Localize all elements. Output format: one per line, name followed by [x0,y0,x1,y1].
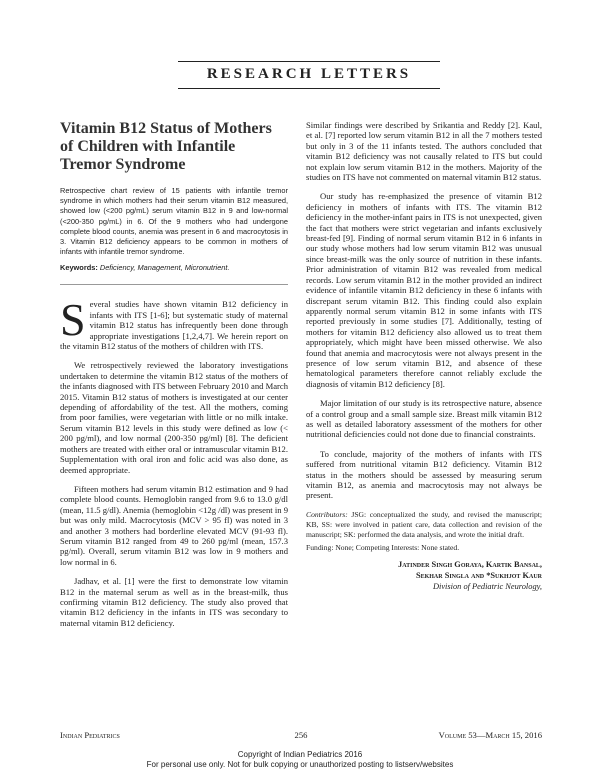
left-column [60,120,288,637]
keywords-value: Deficiency, Management, Micronutrient. [99,263,230,273]
authors [306,559,542,581]
discussion-paragraph: Jadhav, et al. [1] were the first to demonstrate low vitamin B12 in the maternal serum as well as in the breast-milk, thus confirming vitamin B12 deficiency. The study also proved that vitamin B12 deficiency in the infants in ITS was secondary to maternal vitamin B12 deficiency. [60,576,288,628]
limitations-paragraph: Major limitation of our study is its retrospective nature, absence of a control group and a small sample size. Breast milk vitamin B12 as well as detailed laboratory assessment of the mothers for other nutritional deficiencies could not done due to financial constraints. [306,398,542,440]
contributors-label: Contributors: [306,509,348,519]
copyright-line-1: Copyright of Indian Pediatrics 2016 [237,750,363,759]
keywords [60,263,288,272]
article-title: Vitamin B12 Status of Mothers of Children with Infantile Tremor Syndrome [60,120,272,173]
contributors-text: JSG: conceptualized the study, and revised the manuscript; KB, SS: were involved in patient care, data collection and revision of the manuscript; SK: performed the data analysis, and wrote the initial draft. [306,509,542,539]
section-banner [178,61,440,89]
journal-name: Indian Pediatrics [60,730,120,740]
section-banner-label: RESEARCH LETTERS [206,66,412,82]
page-footer [60,730,542,744]
page-number: 256 [294,730,308,740]
intro-text: everal studies have shown vitamin B12 deficiency in infants with ITS [1-6]; but systematic study of maternal vitamin B12 status has infrequently been done through appropriate investigations [1,2,4,7]. We herein report on the vitamin B12 status of the mothers of children with ITS. [60,299,288,352]
conclusion-paragraph: To conclude, majority of the mothers of infants with ITS suffered from nutritional vitamin B12 deficiency. Vitamin B12 status in the mothers should be assessed by measuring serum vitamin B12, as anemia and macrocytosis may not always be present. [306,448,542,501]
authors-line-1: Jatinder Singh Goraya, Kartik Bansal, [398,559,542,569]
affiliation: Division of Pediatric Neurology, [432,581,542,591]
right-column [306,120,542,592]
authors-line-2: Sekhar Singla and *Sukhjot Kaur [415,570,542,580]
literature-paragraph: Similar findings were described by Srikantia and Reddy [2]. Kaul, et al. [7] reported low serum vitamin B12 in all the 7 mothers tested but only in 3 of the 11 infants tested. The authors concluded that vitamin B12 deficiency was not causally related to ITS but could not explain low serum vitamin B12 in the mothers. Majority of the studies on ITS have not commented on maternal vitamin B12 status. [306,120,542,183]
copyright-notice [0,750,600,770]
results-paragraph: Fifteen mothers had serum vitamin B12 estimation and 9 had complete blood counts. Hemoglobin ranged from 9.6 to 13.0 g/dl (mean, 11.5 g/dl). Anemia (hemoglobin <12g /dl) was present in 9 but was only mild. Macrocytosis (MCV > 95 fl) was noted in 3 and another 3 mothers had borderline elevated MCV (91-93 fl). Serum vitamin B12 ranged from 49 to 260 pg/ml (mean, 157.3 pg/ml). Overall, serum vitamin B12 was low in 9 mothers and low normal in 6. [60,483,288,567]
emphasis-paragraph: Our study has re-emphasized the presence of vitamin B12 deficiency in mothers of infants with ITS. The vitamin B12 deficiency in the mother-infant pairs in ITS is not unexpected, given the fact that mothers were strict vegetarian and infants exclusively breast-fed [9]. Finding of normal serum vitamin B12 in 6 infants in our study whose mothers had low serum vitamin B12 was unusual since breast-milk was the only source of nutrition in these infants. Prior administration of vitamin B12 was revealed from medical records. Low serum vitamin B12 in the mother provided an indirect evidence of infantile vitamin B12 deficiency in these 6 infants with discrepant serum vitamin B12. This finding could also explain apparently normal serum vitamin B12 in some infants with ITS reported previously in some studies [7]. Additionally, testing of mothers for vitamin B12 deficiency also allowed us to treat them appropriately, which might have been missed otherwise. We also found that anemia and macrocytosis were not always present in the presence of low serum vitamin B12, and absence of these hematological parameters therefore cannot reliably exclude the diagnosis of vitamin B12 deficiency [8]. [306,191,542,389]
funding-note: Funding: None; Competing Interests: None stated. [306,542,460,552]
copyright-line-2: For personal use only. Not for bulk copying or unauthorized posting to listserv/websites [146,760,454,769]
contributors-note [306,510,542,540]
keywords-label: Keywords: [60,263,98,273]
abstract: Retrospective chart review of 15 patients with infantile tremor syndrome in which mothers had their serum vitamin B12 measured, showed low (<200 pg/mL) serum vitamin B12 in 9 and low-normal (<200-350 pg/mL) in 6. Of the 9 mothers who had undergone complete blood counts, anemia was present in 6 and macrocytosis in 3. Vitamin B12 deficiency appears to be common in mothers of infants with infantile tremor syndrome. [60,186,288,257]
drop-cap: S [60,294,86,346]
intro-paragraph [60,294,288,352]
methods-paragraph: We retrospectively reviewed the laboratory investigations undertaken to determine the vitamin B12 status of the mothers of the infants diagnosed with ITS between February 2010 and March 2015. Vitamin B12 status of mothers is investigated at our center depending of affordability of the test. All the mothers, coming from poor families, were vegetarian with little or no milk intake. Serum vitamin B12 levels in this study were defined as low (< 200 pg/ml), and low normal (200-350 pg/ml) [8]. The deficient mothers are treated with either oral or intramuscular vitamin B12. Supplementation with oral iron and folic acid was also done, as deemed appropriate. [60,360,288,475]
volume-date: Volume 53—March 15, 2016 [438,730,542,740]
divider [60,284,288,285]
